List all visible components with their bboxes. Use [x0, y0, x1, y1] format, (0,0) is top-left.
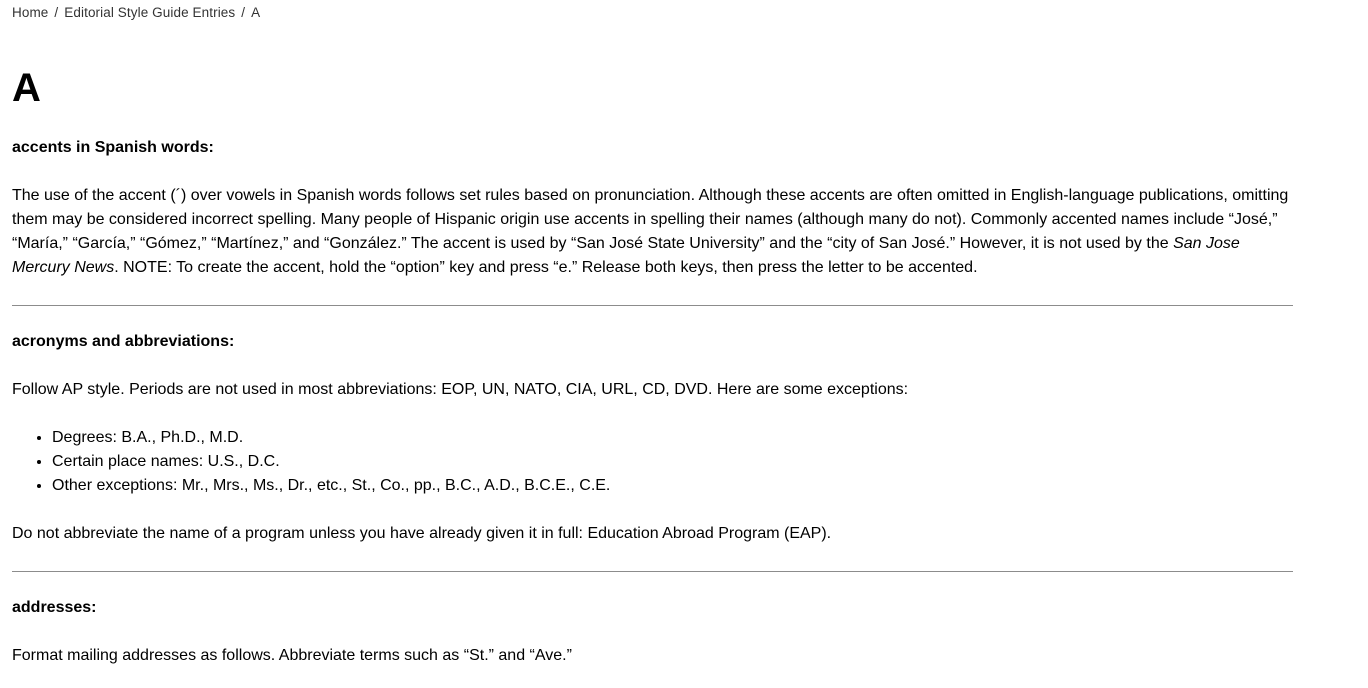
entry-intro-addresses: Format mailing addresses as follows. Abbreviate terms such as “St.” and “Ave.”: [12, 647, 572, 664]
entry-divider: [12, 305, 1293, 306]
entry-term-acronyms: acronyms and abbreviations:: [12, 333, 235, 350]
list-item: • Other exceptions: Mr., Mrs., Ms., Dr., etc., St., Co., pp., B.C., A.D., B.C.E., C.E.: [52, 474, 610, 498]
publication-title: San Jose Mercury News: [12, 235, 1240, 276]
entry-body-accents: [12, 184, 1297, 280]
list-item: • Degrees: B.A., Ph.D., M.D.: [52, 426, 610, 450]
entry-body-text: . NOTE: To create the accent, hold the “option” key and press “e.” Release both keys, then press the letter to be accented.: [114, 259, 978, 276]
list-item: • Certain place names: U.S., D.C.: [52, 450, 610, 474]
breadcrumb-section-link[interactable]: Editorial Style Guide Entries: [64, 5, 236, 20]
breadcrumb-separator: /: [241, 5, 246, 20]
entry-body-text: The use of the accent (´) over vowels in Spanish words follows set rules based on pronunciation. Although these accents are often omitted in English-language publications, omitting them may be considered incorrect spelling. Many people of Hispanic origin use accents in spelling their names (although many do not). Commonly accented names include “José,” “María,” “García,” “Gómez,” “Martínez,” and “González.” The accent is used by “San José State University” and the “city of San José.” However, it is not used by the: [12, 187, 1289, 252]
entry-intro-acronyms: Follow AP style. Periods are not used in most abbreviations: EOP, UN, NATO, CIA, URL, CD, DVD. Here are some exceptions:: [12, 381, 909, 398]
entry-term-addresses: addresses:: [12, 599, 97, 616]
entry-closing-acronyms: Do not abbreviate the name of a program unless you have already given it in full: Education Abroad Program (EAP).: [12, 525, 832, 542]
breadcrumb-home-link[interactable]: Home: [12, 5, 49, 20]
entry-divider: [12, 571, 1293, 572]
page-title: A: [12, 66, 41, 110]
breadcrumb-separator: /: [54, 5, 59, 20]
entry-term-accents: accents in Spanish words:: [12, 139, 214, 156]
breadcrumb: [12, 5, 260, 20]
breadcrumb-current: A: [251, 5, 261, 20]
exceptions-list: [12, 426, 610, 498]
